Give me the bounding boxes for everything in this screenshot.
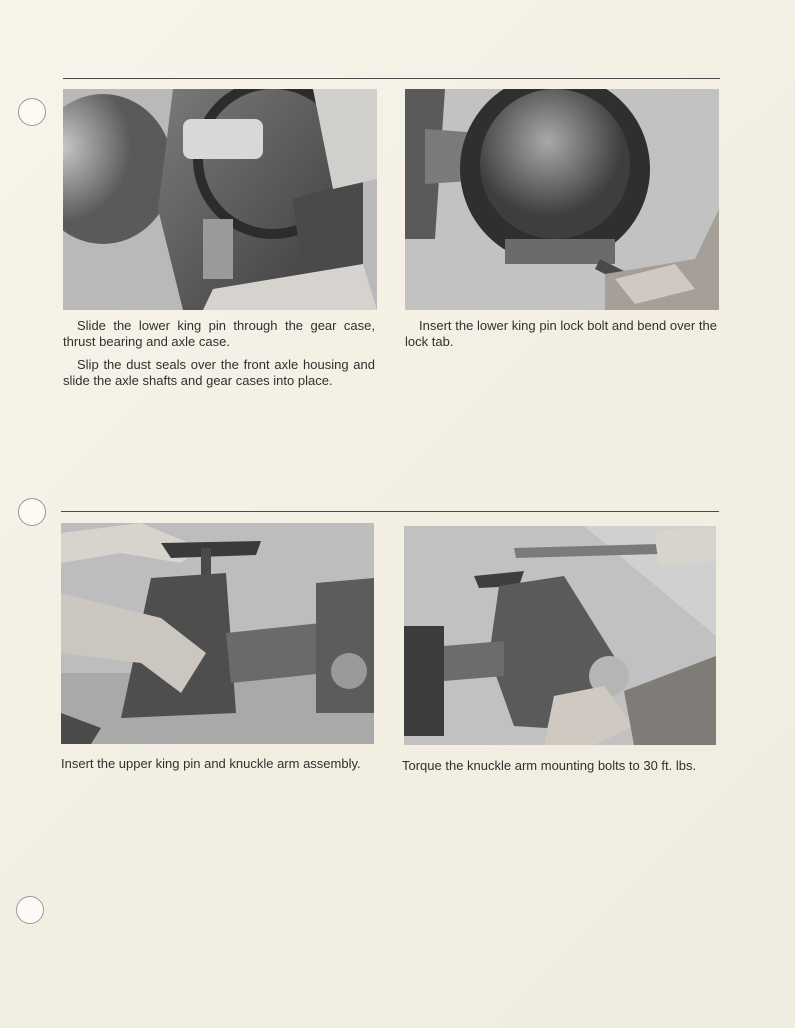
section-divider-middle (61, 511, 719, 512)
step-3-photo (61, 523, 374, 744)
step-3-caption (61, 756, 376, 772)
step-1-caption (63, 318, 375, 389)
step-2-caption-paragraph-1: Insert the lower king pin lock bolt and bend over the lock tab. (405, 318, 717, 349)
step-1-caption-paragraph-1: Slide the lower king pin through the gear case, thrust bearing and axle case. (63, 318, 375, 349)
punch-hole-bottom (16, 896, 44, 924)
step-2-photo (405, 89, 719, 310)
step-1-photo (63, 89, 377, 310)
section-divider-top (63, 78, 720, 79)
step-1-caption-paragraph-2: Slip the dust seals over the front axle housing and slide the axle shafts and gear cases into place. (63, 357, 375, 388)
step-4-photo (404, 526, 716, 745)
step-4-caption-paragraph-1: Torque the knuckle arm mounting bolts to 30 ft. lbs. (402, 758, 697, 773)
punch-hole-top (18, 98, 46, 126)
step-3-caption-paragraph-1: Insert the upper king pin and knuckle arm assembly. (61, 756, 361, 771)
step-4-caption (402, 758, 718, 774)
step-2-caption (405, 318, 717, 350)
punch-hole-middle (18, 498, 46, 526)
